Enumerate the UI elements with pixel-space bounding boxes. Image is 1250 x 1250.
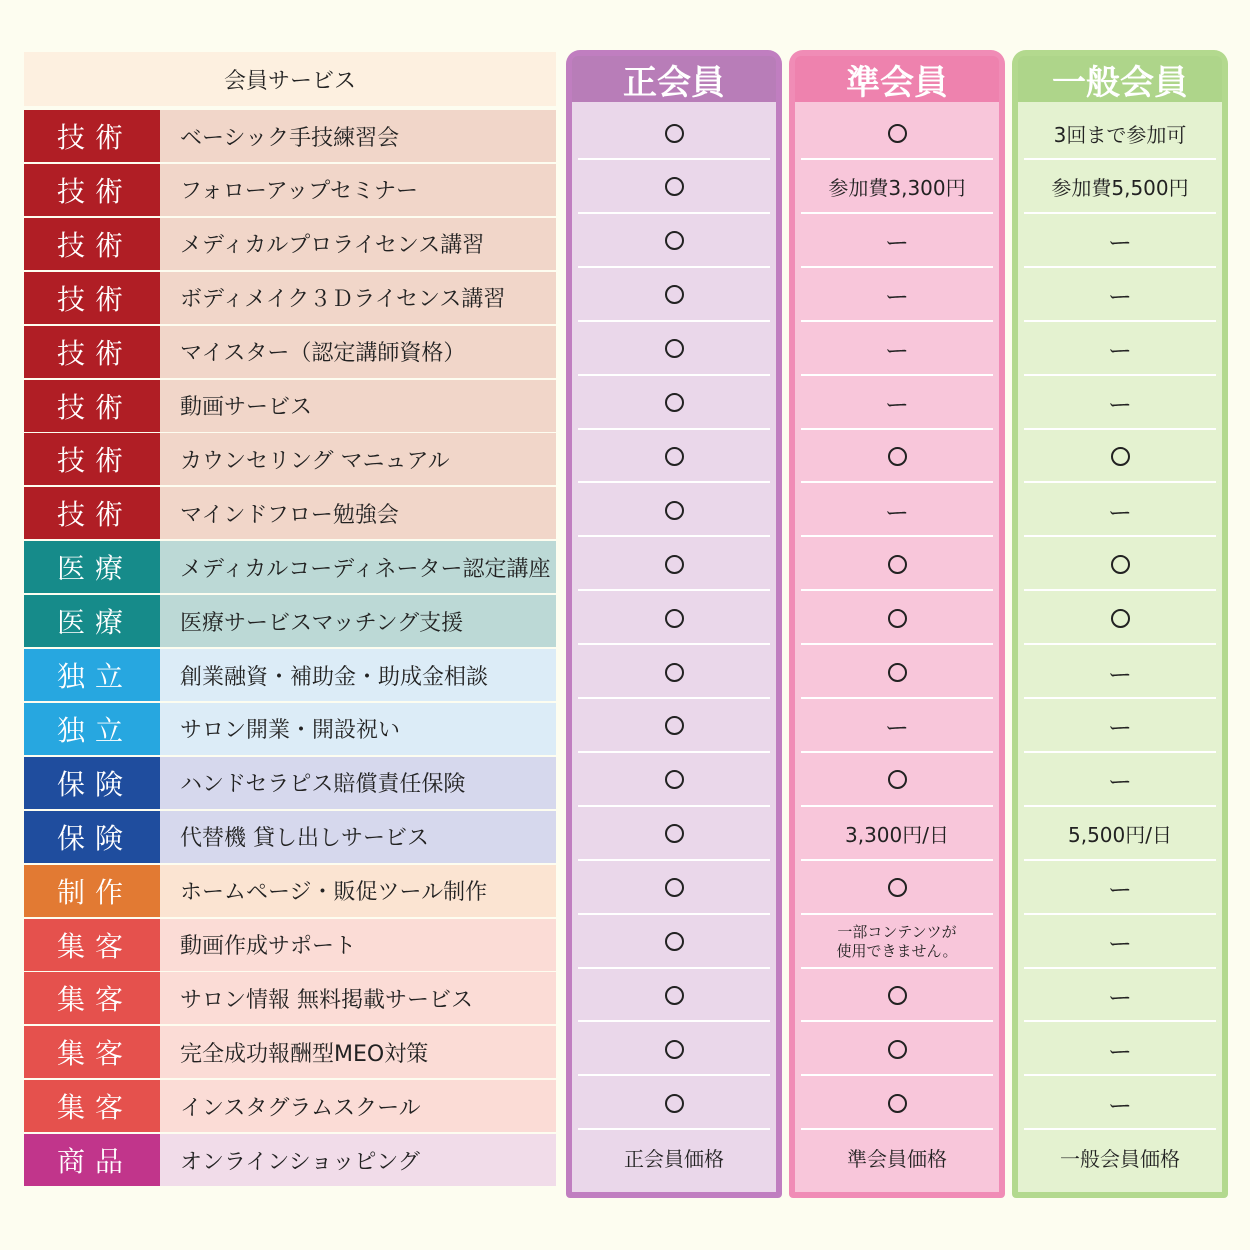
service-row xyxy=(24,326,556,378)
service-row xyxy=(24,865,556,917)
circle-icon xyxy=(665,124,684,143)
service-name: マインドフロー勉強会 xyxy=(160,487,556,539)
not-available-dash: ー xyxy=(1018,968,1222,1022)
not-available-dash: ー xyxy=(795,268,999,322)
membership-column-header: 正会員 xyxy=(572,56,776,102)
circle-icon xyxy=(888,1040,907,1059)
not-available-dash: ー xyxy=(795,483,999,537)
available-circle-icon xyxy=(795,1076,999,1130)
circle-icon xyxy=(665,1094,684,1113)
available-circle-icon xyxy=(572,376,776,430)
circle-icon xyxy=(888,663,907,682)
service-row xyxy=(24,218,556,270)
membership-value: 参加費3,300円 xyxy=(795,160,999,214)
membership-column xyxy=(789,50,1005,1198)
service-row xyxy=(24,541,556,593)
membership-value: 5,500円/日 xyxy=(1018,807,1222,861)
circle-icon xyxy=(888,878,907,897)
category-label: 技術 xyxy=(24,272,160,324)
available-circle-icon xyxy=(1018,537,1222,591)
available-circle-icon xyxy=(572,699,776,753)
available-circle-icon xyxy=(572,1022,776,1076)
service-row xyxy=(24,487,556,539)
available-circle-icon xyxy=(572,807,776,861)
category-label: 集客 xyxy=(24,1026,160,1078)
available-circle-icon xyxy=(572,537,776,591)
not-available-dash: ー xyxy=(795,699,999,753)
available-circle-icon xyxy=(572,322,776,376)
service-row xyxy=(24,1080,556,1132)
category-label: 技術 xyxy=(24,326,160,378)
available-circle-icon xyxy=(572,429,776,483)
available-circle-icon xyxy=(795,1022,999,1076)
not-available-dash: ー xyxy=(1018,376,1222,430)
membership-value: 一般会員価格 xyxy=(1060,1146,1180,1171)
service-row xyxy=(24,164,556,216)
category-label: 集客 xyxy=(24,1080,160,1132)
circle-icon xyxy=(665,177,684,196)
service-row xyxy=(24,380,556,432)
category-label: 技術 xyxy=(24,487,160,539)
available-circle-icon xyxy=(795,645,999,699)
available-circle-icon xyxy=(795,861,999,915)
service-name: 完全成功報酬型MEO対策 xyxy=(160,1026,556,1078)
available-circle-icon xyxy=(795,429,999,483)
service-name: ベーシック手技練習会 xyxy=(160,110,556,162)
service-row xyxy=(24,433,556,485)
service-name: サロン情報 無料掲載サービス xyxy=(160,972,556,1024)
service-row xyxy=(24,703,556,755)
available-circle-icon xyxy=(572,645,776,699)
not-available-dash: ー xyxy=(1018,861,1222,915)
service-row xyxy=(24,272,556,324)
circle-icon xyxy=(665,824,684,843)
service-name: メディカルプロライセンス講習 xyxy=(160,218,556,270)
category-label: 技術 xyxy=(24,433,160,485)
available-circle-icon xyxy=(572,214,776,268)
available-circle-icon xyxy=(795,968,999,1022)
category-label: 医療 xyxy=(24,541,160,593)
category-label: 技術 xyxy=(24,380,160,432)
available-circle-icon xyxy=(795,106,999,160)
available-circle-icon xyxy=(795,591,999,645)
category-label: 集客 xyxy=(24,919,160,971)
service-column-header: 会員サービス xyxy=(24,52,556,106)
not-available-dash: ー xyxy=(1018,1076,1222,1130)
not-available-dash: ー xyxy=(1018,322,1222,376)
membership-value: 3,300円/日 xyxy=(795,807,999,861)
membership-column xyxy=(1012,50,1228,1198)
service-row xyxy=(24,757,556,809)
circle-icon xyxy=(665,986,684,1005)
circle-icon xyxy=(888,770,907,789)
circle-icon xyxy=(665,339,684,358)
not-available-dash: ー xyxy=(795,376,999,430)
not-available-dash: ー xyxy=(1018,699,1222,753)
membership-column-header: 一般会員 xyxy=(1018,56,1222,102)
circle-icon xyxy=(665,663,684,682)
circle-icon xyxy=(665,393,684,412)
circle-icon xyxy=(1111,555,1130,574)
service-row xyxy=(24,919,556,971)
service-name: メディカルコーディネーター認定講座 xyxy=(160,541,556,593)
available-circle-icon xyxy=(572,591,776,645)
circle-icon xyxy=(665,501,684,520)
service-name: フォローアップセミナー xyxy=(160,164,556,216)
category-label: 技術 xyxy=(24,164,160,216)
service-row xyxy=(24,649,556,701)
service-name: ホームページ・販促ツール制作 xyxy=(160,865,556,917)
service-name: インスタグラムスクール xyxy=(160,1080,556,1132)
service-name: オンラインショッピング xyxy=(160,1134,556,1186)
not-available-dash: ー xyxy=(1018,268,1222,322)
circle-icon xyxy=(888,609,907,628)
available-circle-icon xyxy=(572,483,776,537)
circle-icon xyxy=(665,555,684,574)
service-row xyxy=(24,811,556,863)
category-label: 医療 xyxy=(24,595,160,647)
not-available-dash: ー xyxy=(1018,753,1222,807)
service-name: カウンセリング マニュアル xyxy=(160,433,556,485)
service-row xyxy=(24,595,556,647)
available-circle-icon xyxy=(795,753,999,807)
available-circle-icon xyxy=(572,1076,776,1130)
available-circle-icon xyxy=(572,861,776,915)
available-circle-icon xyxy=(572,106,776,160)
circle-icon xyxy=(1111,447,1130,466)
available-circle-icon xyxy=(572,753,776,807)
category-label: 制作 xyxy=(24,865,160,917)
not-available-dash: ー xyxy=(1018,214,1222,268)
service-name: マイスター（認定講師資格） xyxy=(160,326,556,378)
category-label: 技術 xyxy=(24,110,160,162)
category-label: 独立 xyxy=(24,703,160,755)
service-row xyxy=(24,1134,556,1186)
circle-icon xyxy=(888,986,907,1005)
available-circle-icon xyxy=(572,268,776,322)
circle-icon xyxy=(665,1040,684,1059)
circle-icon xyxy=(665,932,684,951)
service-row xyxy=(24,110,556,162)
category-label: 独立 xyxy=(24,649,160,701)
circle-icon xyxy=(888,1094,907,1113)
circle-icon xyxy=(665,609,684,628)
not-available-dash: ー xyxy=(1018,645,1222,699)
circle-icon xyxy=(665,716,684,735)
category-label: 技術 xyxy=(24,218,160,270)
available-circle-icon xyxy=(572,915,776,969)
not-available-dash: ー xyxy=(1018,915,1222,969)
circle-icon xyxy=(665,447,684,466)
circle-icon xyxy=(665,878,684,897)
available-circle-icon xyxy=(795,537,999,591)
category-label: 保険 xyxy=(24,757,160,809)
circle-icon xyxy=(888,555,907,574)
membership-value: 一部コンテンツが 使用できません。 xyxy=(795,915,999,969)
circle-icon xyxy=(888,124,907,143)
available-circle-icon xyxy=(572,968,776,1022)
circle-icon xyxy=(1111,609,1130,628)
category-label: 保険 xyxy=(24,811,160,863)
available-circle-icon xyxy=(572,160,776,214)
membership-value: 参加費5,500円 xyxy=(1018,160,1222,214)
service-name: 動画作成サポート xyxy=(160,919,556,971)
membership-value: 3回まで参加可 xyxy=(1018,106,1222,160)
category-label: 商品 xyxy=(24,1134,160,1186)
service-name: ボディメイク３Ｄライセンス講習 xyxy=(160,272,556,324)
service-name: 動画サービス xyxy=(160,380,556,432)
not-available-dash: ー xyxy=(1018,483,1222,537)
service-name: 代替機 貸し出しサービス xyxy=(160,811,556,863)
available-circle-icon xyxy=(1018,591,1222,645)
service-name: 医療サービスマッチング支援 xyxy=(160,595,556,647)
not-available-dash: ー xyxy=(795,214,999,268)
membership-column-header: 準会員 xyxy=(795,56,999,102)
service-name: ハンドセラピス賠償責任保険 xyxy=(160,757,556,809)
service-name: 創業融資・補助金・助成金相談 xyxy=(160,649,556,701)
category-label: 集客 xyxy=(24,972,160,1024)
available-circle-icon xyxy=(1018,429,1222,483)
circle-icon xyxy=(665,285,684,304)
service-name: サロン開業・開設祝い xyxy=(160,703,556,755)
not-available-dash: ー xyxy=(1018,1022,1222,1076)
membership-column xyxy=(566,50,782,1198)
not-available-dash: ー xyxy=(795,322,999,376)
circle-icon xyxy=(665,231,684,250)
membership-value: 正会員価格 xyxy=(624,1146,724,1171)
circle-icon xyxy=(888,447,907,466)
service-row xyxy=(24,1026,556,1078)
service-row xyxy=(24,972,556,1024)
circle-icon xyxy=(665,770,684,789)
membership-value: 準会員価格 xyxy=(847,1146,947,1171)
